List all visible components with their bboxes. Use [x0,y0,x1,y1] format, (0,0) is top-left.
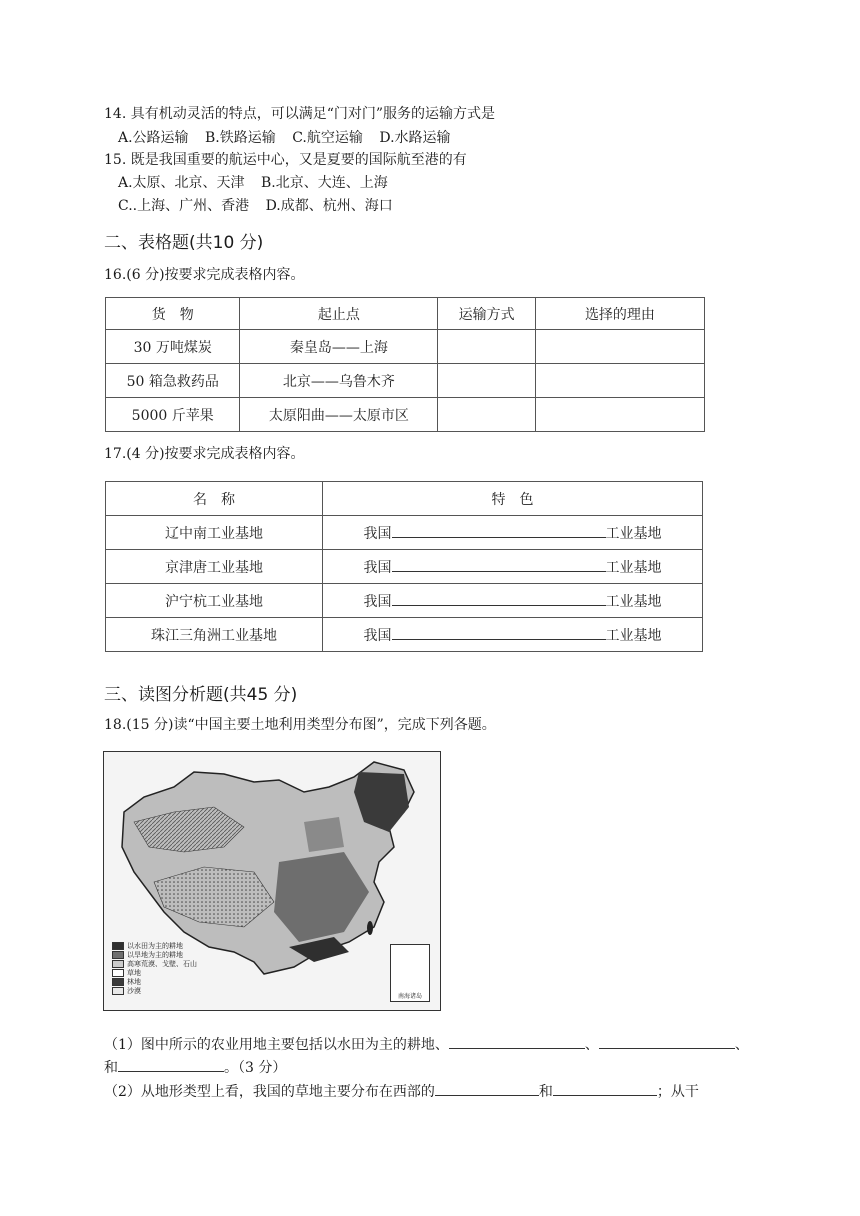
q16-cell-route: 太原阳曲——太原市区 [240,398,438,432]
section-title-tables: 二、表格题(共10 分) [104,233,264,253]
answer-blank[interactable] [118,1057,224,1072]
q15-option-b: B.北京、大连、上海 [261,175,388,191]
q18-sub1-sep-2: 、 [734,1037,749,1053]
legend-swatch [112,987,124,995]
answer-blank[interactable] [599,1034,735,1049]
q14-stem: 14. 具有机动灵活的特点，可以满足“门对门”服务的运输方式是 [104,106,496,122]
legend-swatch [112,951,124,959]
q17-table [105,481,703,652]
q17-cell-feature [323,550,703,584]
q16-cell-route: 秦皇岛——上海 [240,330,438,364]
q14-option-c: C.航空运输 [292,130,363,146]
q17-suffix: 工业基地 [605,593,662,610]
q16-cell-reason[interactable] [535,398,704,432]
q16-header-goods: 货 物 [106,298,240,330]
answer-blank[interactable] [553,1081,657,1096]
legend-swatch [112,978,124,986]
legend-swatch [112,969,124,977]
q16-cell-transport[interactable] [438,364,536,398]
q14-option-b: B.铁路运输 [205,130,276,146]
q17-prefix: 我国 [363,627,392,644]
q18-sub1-line2 [104,1057,286,1077]
q17-suffix: 工业基地 [605,559,662,576]
legend-label: 高寒荒漠、戈壁、石山 [127,960,197,968]
q17-cell-feature [323,584,703,618]
q17-cell-feature [323,618,703,652]
legend-label: 草地 [127,969,141,977]
map-legend [112,942,197,996]
q14-option-a: A.公路运输 [118,130,189,146]
q15-options-row1 [118,174,400,192]
legend-item [112,978,197,987]
q18-sub1-sep: 、 [584,1037,599,1053]
q18-sub1-text-b: 和 [104,1060,118,1076]
q16-cell-goods: 5000 斤苹果 [106,398,240,432]
q17-header-feature: 特 色 [323,482,703,516]
q16-cell-transport[interactable] [438,330,536,364]
legend-swatch [112,960,124,968]
q18-sub2-text-end: ；从干 [656,1084,699,1100]
answer-blank[interactable] [392,591,606,606]
q14-options [118,129,463,147]
q16-header-reason: 选择的理由 [535,298,704,330]
table-row [106,330,705,364]
q15-option-a: A.太原、北京、天津 [118,175,245,191]
q17-header-row [106,482,703,516]
q17-header-name: 名 称 [106,482,323,516]
table-row [106,584,703,618]
legend-item [112,960,197,969]
legend-label: 林地 [127,978,141,986]
q16-cell-reason[interactable] [535,330,704,364]
q18-sub2-text-a: （2）从地形类型上看，我国的草地主要分布在西部的 [104,1084,435,1100]
q16-header-row [106,298,705,330]
q16-cell-transport[interactable] [438,398,536,432]
answer-blank[interactable] [392,625,606,640]
q16-cell-route: 北京——乌鲁木齐 [240,364,438,398]
q18-sub2-line1 [104,1081,699,1101]
q17-cell-name: 辽中南工业基地 [106,516,323,550]
q16-cell-goods: 50 箱急救药品 [106,364,240,398]
legend-item [112,942,197,951]
answer-blank[interactable] [435,1081,539,1096]
q18-stem: 18.(15 分)读“中国主要土地利用类型分布图”，完成下列各题。 [104,717,496,733]
legend-item [112,951,197,960]
q15-option-c: C..上海、广州、香港 [118,198,250,214]
legend-item [112,987,197,996]
q17-suffix: 工业基地 [605,627,662,644]
section-title-map-analysis: 三、读图分析题(共45 分) [104,685,298,705]
q15-options-row2 [118,197,405,215]
q17-stem: 17.(4 分)按要求完成表格内容。 [104,446,305,462]
legend-item [112,969,197,978]
q18-sub1-line1 [104,1034,749,1054]
q17-suffix: 工业基地 [605,525,662,542]
q18-sub1-text-a: （1）图中所示的农业用地主要包括以水田为主的耕地、 [104,1037,449,1053]
table-row [106,364,705,398]
legend-swatch [112,942,124,950]
legend-label: 沙漠 [127,987,141,995]
answer-blank[interactable] [392,523,606,538]
china-land-use-map [103,751,441,1011]
table-row [106,398,705,432]
answer-blank[interactable] [449,1034,585,1049]
q17-cell-name: 沪宁杭工业基地 [106,584,323,618]
q16-header-transport: 运输方式 [438,298,536,330]
q16-header-route: 起止点 [240,298,438,330]
q16-stem: 16.(6 分)按要求完成表格内容。 [104,267,305,283]
legend-label: 以旱地为主的耕地 [127,951,183,959]
q18-sub1-text-end: 。（3 分） [224,1060,287,1076]
inset-label: 南海诸岛 [397,993,422,1000]
q17-prefix: 我国 [363,525,392,542]
q16-cell-reason[interactable] [535,364,704,398]
table-row [106,516,703,550]
answer-blank[interactable] [392,557,606,572]
q17-cell-name: 珠江三角洲工业基地 [106,618,323,652]
q15-option-d: D.成都、杭州、海口 [265,198,393,214]
q17-prefix: 我国 [363,559,392,576]
q17-prefix: 我国 [363,593,392,610]
q17-cell-name: 京津唐工业基地 [106,550,323,584]
q18-sub2-text-mid: 和 [538,1084,553,1100]
table-row [106,618,703,652]
legend-label: 以水田为主的耕地 [127,942,183,950]
q14-option-d: D.水路运输 [379,130,451,146]
q17-cell-feature [323,516,703,550]
table-row [106,550,703,584]
south-china-sea-inset [390,944,430,1002]
q16-table [105,297,705,432]
q15-stem: 15. 既是我国重要的航运中心，又是夏要的国际航至港的有 [104,152,467,168]
q16-cell-goods: 30 万吨煤炭 [106,330,240,364]
